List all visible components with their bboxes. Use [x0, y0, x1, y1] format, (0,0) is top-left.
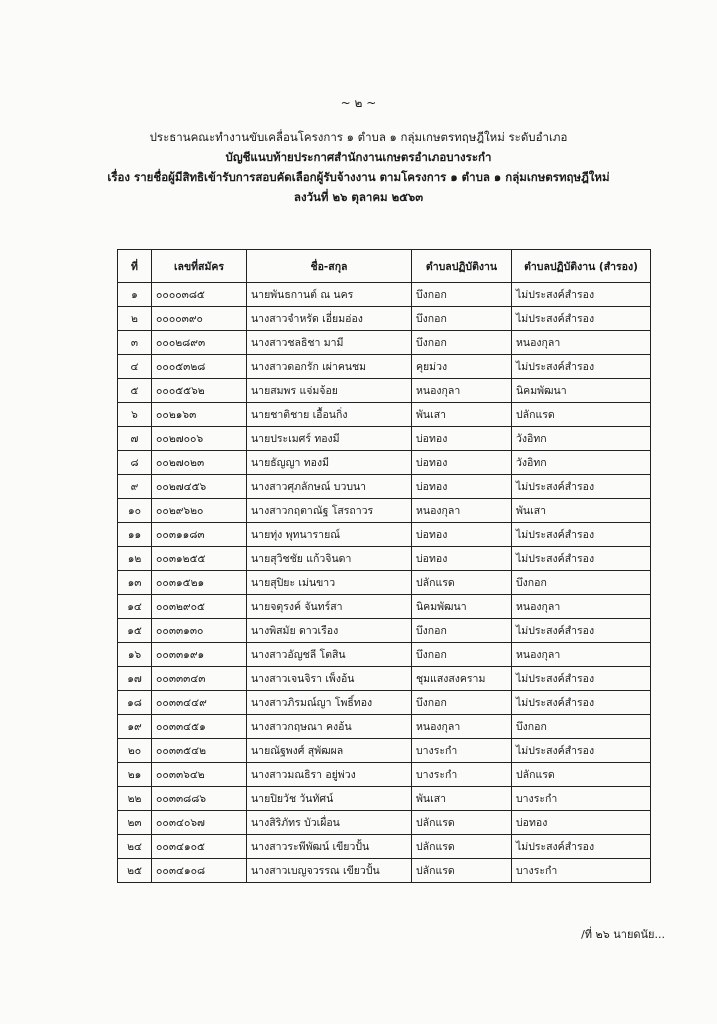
cell-subdistrict: บ่อทอง: [412, 547, 512, 571]
cell-subdistrict: บึงกอก: [412, 283, 512, 307]
cell-reserve-subdistrict: หนองกุลา: [512, 595, 651, 619]
cell-subdistrict: ชุมแสงสงคราม: [412, 667, 512, 691]
cell-application-no: ๐๐๓๑๕๒๑: [152, 571, 247, 595]
cell-subdistrict: บ่อทอง: [412, 475, 512, 499]
cell-subdistrict: บึงกอก: [412, 331, 512, 355]
cell-name: นายสุปิยะ เม่นขาว: [247, 571, 412, 595]
cell-reserve-subdistrict: ไม่ประสงค์สำรอง: [512, 475, 651, 499]
cell-reserve-subdistrict: หนองกุลา: [512, 331, 651, 355]
header-announcement-title: บัญชีแนบท้ายประกาศสำนักงานเกษตรอำเภอบางระกำ: [225, 150, 492, 164]
col-header-no: ที่: [118, 250, 152, 283]
table-row: [118, 475, 651, 499]
cell-subdistrict: หนองกุลา: [412, 715, 512, 739]
cell-name: นางสาวเบญจวรรณ เขียวปั้น: [247, 859, 412, 883]
cell-subdistrict: ปลักแรด: [412, 571, 512, 595]
cell-name: นางสาวดอกรัก เผ่าคนชม: [247, 355, 412, 379]
cell-application-no: ๐๐๐๕๕๖๒: [152, 379, 247, 403]
table-row: [118, 427, 651, 451]
cell-name: นางสาวศุภลักษณ์ บวบนา: [247, 475, 412, 499]
header-date: ลงวันที่ ๒๖ ตุลาคม ๒๕๖๓: [293, 190, 424, 204]
cell-application-no: ๐๐๓๔๑๐๕: [152, 835, 247, 859]
cell-no: ๒๕: [118, 859, 152, 883]
cell-no: ๑๘: [118, 691, 152, 715]
col-header-name: ชื่อ-สกุล: [247, 250, 412, 283]
cell-application-no: ๐๐๐๒๘๙๓: [152, 331, 247, 355]
cell-reserve-subdistrict: ไม่ประสงค์สำรอง: [512, 619, 651, 643]
cell-no: ๑๐: [118, 499, 152, 523]
cell-name: นางสาวระพีพัฒน์ เขียวปั้น: [247, 835, 412, 859]
cell-no: ๘: [118, 451, 152, 475]
cell-reserve-subdistrict: นิคมพัฒนา: [512, 379, 651, 403]
cell-name: นางสาวอัญชลี โตสิน: [247, 643, 412, 667]
cell-subdistrict: บึงกอก: [412, 643, 512, 667]
cell-subdistrict: คุยม่วง: [412, 355, 512, 379]
cell-subdistrict: ปลักแรด: [412, 835, 512, 859]
cell-application-no: ๐๐๓๓๑๙๑: [152, 643, 247, 667]
cell-application-no: ๐๐๓๑๒๕๕: [152, 547, 247, 571]
table-row: [118, 331, 651, 355]
cell-name: นายสมพร แจ่มจ้อย: [247, 379, 412, 403]
cell-reserve-subdistrict: ไม่ประสงค์สำรอง: [512, 355, 651, 379]
cell-name: นางสาวจำหรัด เอี่ยมอ่อง: [247, 307, 412, 331]
table-row: [118, 667, 651, 691]
cell-no: ๙: [118, 475, 152, 499]
cell-name: นางสาวเจนจิรา เพ็งอ้น: [247, 667, 412, 691]
cell-reserve-subdistrict: ไม่ประสงค์สำรอง: [512, 523, 651, 547]
cell-application-no: ๐๐๓๓๕๔๒: [152, 739, 247, 763]
cell-name: นายประเมศร์ ทองมี: [247, 427, 412, 451]
cell-no: ๒: [118, 307, 152, 331]
cell-application-no: ๐๐๐๐๓๙๐: [152, 307, 247, 331]
cell-name: นายทุ่ง พุทนารายณ์: [247, 523, 412, 547]
cell-reserve-subdistrict: บางระกำ: [512, 787, 651, 811]
cell-no: ๑๕: [118, 619, 152, 643]
cell-application-no: ๐๐๓๓๔๔๙: [152, 691, 247, 715]
cell-reserve-subdistrict: ไม่ประสงค์สำรอง: [512, 667, 651, 691]
cell-reserve-subdistrict: บ่อทอง: [512, 811, 651, 835]
cell-no: ๖: [118, 403, 152, 427]
cell-no: ๒๐: [118, 739, 152, 763]
table-row: [118, 379, 651, 403]
header-subject: เรื่อง รายชื่อผู้มีสิทธิเข้ารับการสอบคัดเลือกผู้รับจ้างงาน ตามโครงการ ๑ ตำบล ๑ กลุ่มเกษตรทฤษฎีใหม่: [107, 170, 610, 184]
cell-subdistrict: บ่อทอง: [412, 523, 512, 547]
cell-no: ๑๑: [118, 523, 152, 547]
table-row: [118, 499, 651, 523]
table-row: [118, 643, 651, 667]
cell-application-no: ๐๐๒๗๐๐๖: [152, 427, 247, 451]
table-row: [118, 355, 651, 379]
cell-reserve-subdistrict: ไม่ประสงค์สำรอง: [512, 283, 651, 307]
table-row: [118, 763, 651, 787]
table-row: [118, 283, 651, 307]
table-row: [118, 595, 651, 619]
col-header-reserve-subdistrict: ตำบลปฏิบัติงาน (สำรอง): [512, 250, 651, 283]
cell-subdistrict: พันเสา: [412, 403, 512, 427]
page-number: ~ ๒ ~: [340, 96, 377, 110]
cell-no: ๒๒: [118, 787, 152, 811]
cell-subdistrict: นิคมพัฒนา: [412, 595, 512, 619]
cell-reserve-subdistrict: หนองกุลา: [512, 643, 651, 667]
table-header-row: [118, 250, 651, 283]
continuation-note: /ที่ ๒๖ นายดนัย...: [581, 928, 665, 941]
table-row: [118, 619, 651, 643]
cell-no: ๑๒: [118, 547, 152, 571]
cell-reserve-subdistrict: ไม่ประสงค์สำรอง: [512, 691, 651, 715]
cell-no: ๗: [118, 427, 152, 451]
cell-reserve-subdistrict: วังอิทก: [512, 451, 651, 475]
cell-application-no: ๐๐๓๔๐๖๗: [152, 811, 247, 835]
cell-name: นายจตุรงค์ จันทร์สา: [247, 595, 412, 619]
table-row: [118, 859, 651, 883]
cell-application-no: ๐๐๐๕๓๒๘: [152, 355, 247, 379]
cell-reserve-subdistrict: ไม่ประสงค์สำรอง: [512, 739, 651, 763]
table-row: [118, 787, 651, 811]
cell-reserve-subdistrict: บางระกำ: [512, 859, 651, 883]
table-row: [118, 715, 651, 739]
cell-name: นางพิสมัย ดาวเรือง: [247, 619, 412, 643]
cell-application-no: ๐๐๒๗๔๕๖: [152, 475, 247, 499]
cell-application-no: ๐๐๓๓๔๕๑: [152, 715, 247, 739]
cell-subdistrict: ปลักแรด: [412, 811, 512, 835]
cell-no: ๑๗: [118, 667, 152, 691]
cell-no: ๔: [118, 355, 152, 379]
cell-subdistrict: บางระกำ: [412, 763, 512, 787]
cell-subdistrict: หนองกุลา: [412, 379, 512, 403]
candidate-table: [117, 249, 651, 883]
cell-name: นางสิริภัทร บัวเผื่อน: [247, 811, 412, 835]
table-row: [118, 307, 651, 331]
cell-application-no: ๐๐๓๑๑๘๓: [152, 523, 247, 547]
cell-no: ๕: [118, 379, 152, 403]
header-committee-line: ประธานคณะทำงานขับเคลื่อนโครงการ ๑ ตำบล ๑ กลุ่มเกษตรทฤษฎีใหม่ ระดับอำเภอ: [149, 130, 568, 144]
cell-application-no: ๐๐๓๓๓๔๓: [152, 667, 247, 691]
cell-no: ๒๓: [118, 811, 152, 835]
cell-application-no: ๐๐๐๐๓๘๕: [152, 283, 247, 307]
cell-no: ๑๔: [118, 595, 152, 619]
cell-application-no: ๐๐๓๓๑๓๐: [152, 619, 247, 643]
cell-no: ๓: [118, 331, 152, 355]
col-header-application-no: เลขที่สมัคร: [152, 250, 247, 283]
cell-subdistrict: ปลักแรด: [412, 859, 512, 883]
cell-reserve-subdistrict: พันเสา: [512, 499, 651, 523]
cell-name: นางสาวชลธิชา มามี: [247, 331, 412, 355]
cell-application-no: ๐๐๓๓๘๘๖: [152, 787, 247, 811]
cell-no: ๑: [118, 283, 152, 307]
cell-reserve-subdistrict: วังอิทก: [512, 427, 651, 451]
cell-name: นายธัญญา ทองมี: [247, 451, 412, 475]
table-row: [118, 451, 651, 475]
cell-subdistrict: บึงกอก: [412, 619, 512, 643]
cell-no: ๒๑: [118, 763, 152, 787]
table-row: [118, 403, 651, 427]
cell-subdistrict: บ่อทอง: [412, 427, 512, 451]
table-row: [118, 547, 651, 571]
cell-no: ๑๖: [118, 643, 152, 667]
table-body: [118, 283, 651, 883]
table-row: [118, 811, 651, 835]
cell-name: นายชาติชาย เอื้อนกิ่ง: [247, 403, 412, 427]
cell-subdistrict: บางระกำ: [412, 739, 512, 763]
cell-reserve-subdistrict: บึงกอก: [512, 715, 651, 739]
cell-no: ๑๓: [118, 571, 152, 595]
cell-no: ๑๙: [118, 715, 152, 739]
cell-reserve-subdistrict: ปลักแรด: [512, 403, 651, 427]
cell-no: ๒๔: [118, 835, 152, 859]
cell-application-no: ๐๐๒๙๖๒๐: [152, 499, 247, 523]
cell-subdistrict: พันเสา: [412, 787, 512, 811]
table-row: [118, 835, 651, 859]
cell-name: นางสาวมณธิรา อยู่พ่วง: [247, 763, 412, 787]
cell-reserve-subdistrict: ไม่ประสงค์สำรอง: [512, 307, 651, 331]
cell-application-no: ๐๐๓๔๑๐๘: [152, 859, 247, 883]
table-row: [118, 571, 651, 595]
cell-application-no: ๐๐๓๓๖๔๒: [152, 763, 247, 787]
table-row: [118, 523, 651, 547]
cell-name: นางสาวกฤษณา คงอ้น: [247, 715, 412, 739]
cell-name: นางสาวภิรมณ์ญา โพธิ์ทอง: [247, 691, 412, 715]
cell-name: นายสุวิชชัย แก้วจินดา: [247, 547, 412, 571]
cell-application-no: ๐๐๒๗๐๒๓: [152, 451, 247, 475]
cell-name: นางสาวกฤตาณัฐ โสรถาวร: [247, 499, 412, 523]
cell-subdistrict: บึงกอก: [412, 307, 512, 331]
cell-reserve-subdistrict: ปลักแรด: [512, 763, 651, 787]
table-row: [118, 691, 651, 715]
cell-reserve-subdistrict: บึงกอก: [512, 571, 651, 595]
cell-subdistrict: บ่อทอง: [412, 451, 512, 475]
col-header-subdistrict: ตำบลปฏิบัติงาน: [412, 250, 512, 283]
cell-name: นายณัฐพงศ์ สุพัฒผล: [247, 739, 412, 763]
cell-reserve-subdistrict: ไม่ประสงค์สำรอง: [512, 547, 651, 571]
cell-name: นายพันธกานต์ ณ นคร: [247, 283, 412, 307]
cell-application-no: ๐๐๒๑๖๓: [152, 403, 247, 427]
cell-subdistrict: หนองกุลา: [412, 499, 512, 523]
cell-name: นายปิยวัช วันทัศน์: [247, 787, 412, 811]
table-row: [118, 739, 651, 763]
cell-subdistrict: บึงกอก: [412, 691, 512, 715]
cell-reserve-subdistrict: ไม่ประสงค์สำรอง: [512, 835, 651, 859]
cell-application-no: ๐๐๓๒๙๐๕: [152, 595, 247, 619]
